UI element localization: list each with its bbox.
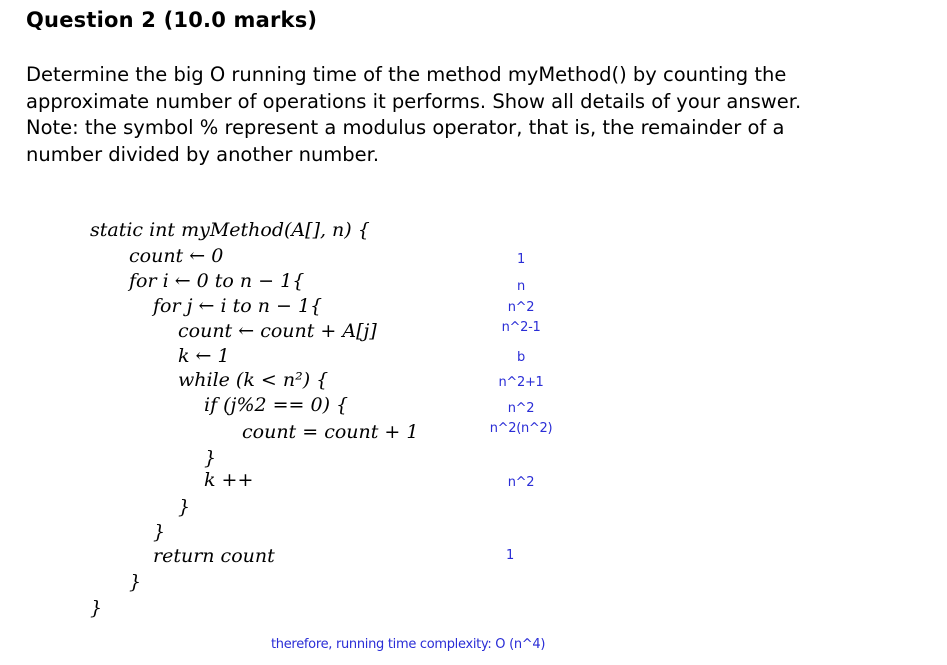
- question-line: approximate number of operations it performs. Show all details of your answer.: [26, 89, 802, 113]
- question-paragraph: [26, 62, 926, 168]
- op-count-annotation: n^2: [507, 401, 535, 416]
- running-time-conclusion: therefore, running time complexity: O (n^4): [271, 637, 546, 652]
- op-count-annotation: 1: [506, 548, 514, 563]
- op-count-annotation: b: [517, 350, 525, 365]
- code-line: if (j%2 == 0) {: [204, 394, 349, 416]
- code-line: count = count + 1: [242, 421, 419, 443]
- code-line: k ++: [204, 469, 254, 491]
- op-count-annotation: n^2-1: [501, 320, 541, 335]
- code-line: for j ← i to n − 1{: [153, 295, 323, 317]
- code-line: }: [153, 521, 166, 543]
- code-line: }: [178, 496, 191, 518]
- op-count-annotation: n^2: [507, 300, 535, 315]
- code-line: return count: [153, 545, 275, 567]
- question-line: Determine the big O running time of the method myMethod() by counting the: [26, 63, 787, 86]
- code-line: }: [204, 447, 217, 469]
- question-line: Note: the symbol % represent a modulus operator, that is, the remainder of a: [26, 116, 785, 139]
- code-line: while (k < n²) {: [178, 369, 329, 391]
- op-count-annotation: n: [517, 279, 525, 294]
- op-count-annotation: n^2(n^2): [489, 421, 553, 436]
- code-line: k ← 1: [178, 345, 230, 367]
- op-count-annotation: 1: [517, 252, 525, 267]
- code-line: count ← count + A[j]: [178, 320, 377, 342]
- code-line: }: [129, 571, 142, 593]
- code-line: static int myMethod(A[], n) {: [90, 219, 370, 241]
- question-heading: Question 2 (10.0 marks): [26, 8, 318, 32]
- code-line: }: [90, 597, 103, 619]
- question-line: number divided by another number.: [26, 142, 380, 166]
- code-line: for i ← 0 to n − 1{: [129, 270, 305, 292]
- op-count-annotation: n^2+1: [498, 375, 544, 390]
- code-line: count ← 0: [129, 245, 224, 267]
- op-count-annotation: n^2: [507, 475, 535, 490]
